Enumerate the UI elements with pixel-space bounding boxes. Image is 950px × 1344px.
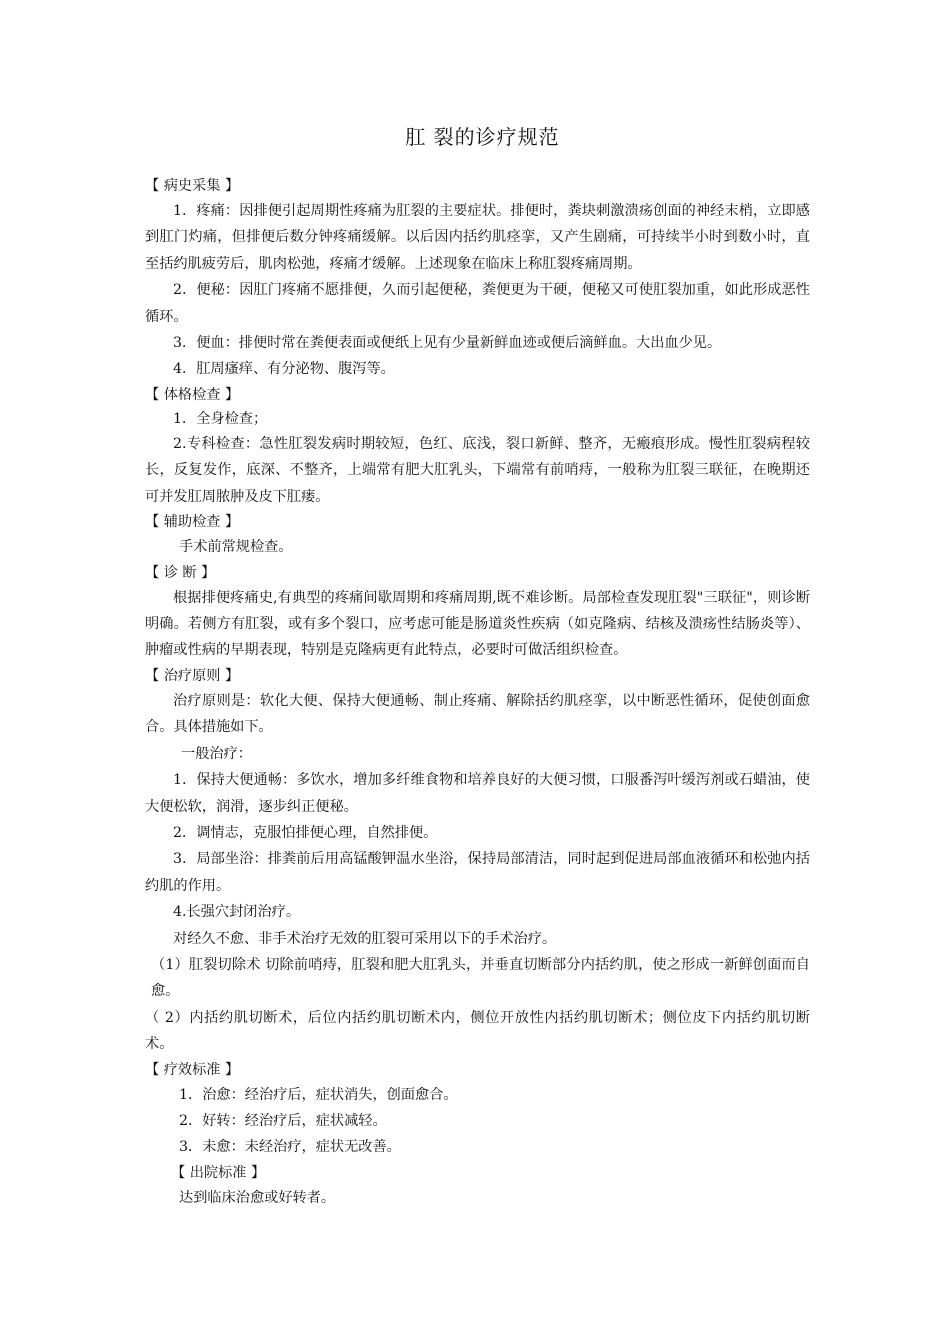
section-heading-aux: 【 辅助检查 】: [145, 514, 240, 531]
treatment-principle: 治疗原则是：软化大便、保持大便通畅、制止疼痛、解除括约肌痉挛，以中断恶性循环，促使创面愈合。具体措施如下。: [145, 692, 810, 736]
exam-specialty: 2.专科检查：急性肛裂发病时期较短，色红、底浅，裂口新鲜、整齐，无瘢痕形成。慢性肛裂病程较长，反复发作，底深、不整齐，上端常有肥大肛乳头，下端常有前哨痔，一般称为肛裂三联征，在晚期还可并发肛周脓肿及皮下肛瘘。: [145, 436, 810, 505]
treatment-general-label: 一般治疗：: [181, 745, 252, 762]
efficacy-improved: 2．好转：经治疗后，症状减轻。: [179, 1112, 387, 1129]
treatment-item-3: 3．局部坐浴：排粪前后用高锰酸钾温水坐浴，保持局部清洁，同时起到促进局部血液循环和松弛内括约肌的作用。: [145, 851, 810, 894]
treatment-item-2: 2．调情志，克服怕排便心理，自然排便。: [173, 824, 438, 841]
section-heading-exam: 【 体格检查 】: [145, 386, 240, 403]
diagnosis-text: 根据排便疼痛史,有典型的疼痛间歇周期和疼痛周期,既不难诊断。局部检查发现肛裂"三联征"，则诊断明确。若侧方有肛裂，或有多个裂口，应考虑可能是肠道炎性疾病（如克隆病、结核及溃疡性结肠炎等）、肿瘤或性病的早期表现，特别是克隆病更有此特点，必要时可做活组织检查。: [145, 589, 810, 659]
exam-general: 1．全身检查；: [173, 410, 268, 427]
treatment-item-4: 4.长强穴封闭治疗。: [173, 904, 301, 921]
section-heading-diagnosis: 【 诊 断 】: [145, 564, 216, 581]
section-heading-efficacy: 【 疗效标准 】: [145, 1061, 240, 1078]
discharge-text: 达到临床治愈或好转者。: [179, 1189, 336, 1206]
history-other: 4．肛周瘙痒、有分泌物、腹泻等。: [173, 361, 395, 378]
section-heading-history: 【 病史采集 】: [145, 178, 240, 194]
history-constipation: 2．便秘：因肛门疼痛不愿排便，久而引起便秘，粪便更为干硬，便秘又可使肛裂加重，如此形成恶性循环。: [145, 282, 810, 325]
document-title: 肛 裂的诊疗规范: [405, 125, 560, 149]
efficacy-uncured: 3．未愈：未经治疗，症状无改善。: [179, 1139, 401, 1156]
history-pain: 1．疼痛：因排便引起周期性疼痛为肛裂的主要症状。排便时，粪块刺激溃疡创面的神经末梢，立即感到肛门灼痛，但排便后数分钟疼痛缓解。以后因内括约肌痉挛，又产生剧痛，可持续半小时到数小时，直至括约肌疲劳后，肌肉松弛，疼痛才缓解。上述现象在临床上称肛裂疼痛周期。: [145, 203, 810, 272]
document-page: [145, 120, 810, 1211]
section-heading-treatment: 【 治疗原则 】: [145, 667, 240, 684]
surgery-intro: 对经久不愈、非手术治疗无效的肛裂可采用以下的手术治疗。: [173, 930, 557, 947]
surgery-item-1: （1）肛裂切除术 切除前哨痔，肛裂和肥大肛乳头，并垂直切断部分内括约肌，使之形成一新鲜创面而自愈。: [151, 956, 810, 1000]
section-heading-discharge: 【 出院标准 】: [171, 1164, 266, 1181]
surgery-item-2: （ 2）内括约肌切断术，后位内括约肌切断术内，侧位开放性内括约肌切断术；侧位皮下内括约肌切断术。: [145, 1009, 810, 1053]
aux-text: 手术前常规检查。: [179, 539, 293, 556]
efficacy-cured: 1．治愈：经治疗后，症状消失，创面愈合。: [179, 1086, 458, 1103]
treatment-item-1: 1．保持大便通畅：多饮水，增加多纤维食物和培养良好的大便习惯，口服番泻叶缓泻剂或石蜡油，使大便松软，润滑，逐步纠正便秘。: [145, 772, 810, 815]
history-bleeding: 3．便血：排便时常在粪便表面或便纸上见有少量新鲜血迹或便后滴鲜血。大出血少见。: [173, 335, 722, 352]
